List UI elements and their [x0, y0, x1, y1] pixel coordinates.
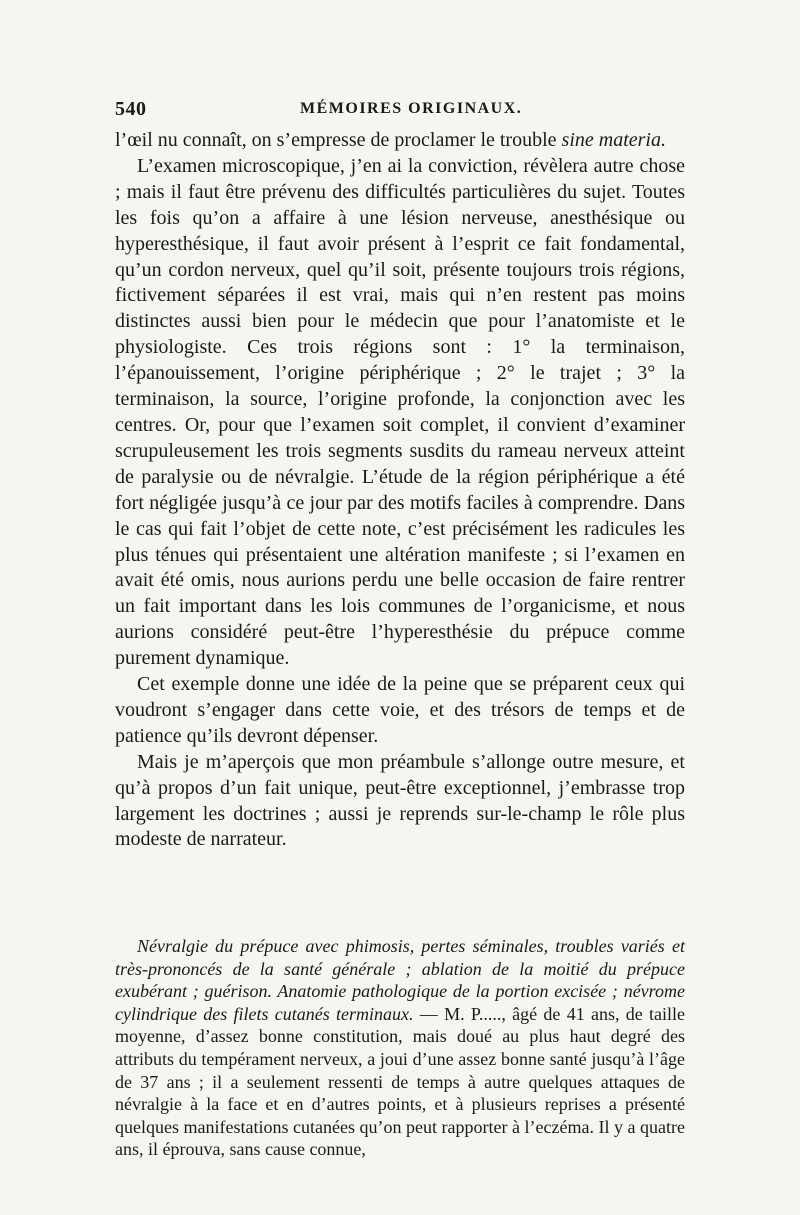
paragraph: Cet exemple donne une idée de la peine que se préparent ceux qui voudront s’engager dans cette voie, et des trésors de temps et de patience qu’ils devront dépenser. — [115, 673, 685, 747]
main-text — [115, 128, 685, 853]
case-title: Névralgie du prépuce avec phimosis, pertes séminales, troubles variés et très-prononcés de la santé générale ; ablation de la moitié du prépuce exubérant ; guérison. Anatomie pathologique de la portion excisée ; névrome cylindrique des filets cutanés terminaux. — [115, 936, 685, 1024]
paragraph: Mais je m’aperçois que mon préambule s’allonge outre mesure, et qu’à propos d’un fait unique, peut-être exceptionnel, j’embrasse trop largement les doctrines ; aussi je reprends sur-le-champ le rôle plus modeste de narrateur. — [115, 750, 685, 851]
running-title: MÉMOIRES ORIGINAUX. — [300, 100, 523, 117]
page-header — [115, 98, 685, 122]
paragraph-text: l’œil nu connaît, on s’empresse de proclamer le trouble — [115, 129, 562, 151]
case-note — [115, 935, 685, 1161]
paragraph-continued — [115, 128, 685, 154]
paragraph: L’examen microscopique, j’en ai la conviction, révèlera autre chose ; mais il faut être prévenu des difficultés particulières du sujet. Toutes les fois qu’on a affaire à une lésion nerveuse, anesthésique ou hyperesthésique, il faut avoir présent à l’esprit ce fait fondamental, qu’un cordon nerveux, quel qu’il soit, présente toujours trois régions, fictivement séparées il est vrai, mais qui n’en restent pas moins distinctes aussi bien pour le médecin que pour l’anatomiste et le physiologiste. Ces trois régions sont : 1° la terminaison, l’épanouissement, l’origine périphérique ; 2° le trajet ; 3° la terminaison, la source, l’origine profonde, la conjonction avec les centres. Or, pour que l’examen soit complet, il convient d’examiner scrupuleusement les trois segments susdits du rameau nerveux atteint de paralysie ou de névralgie. L’étude de la région périphérique a été fort négligée jusqu’à ce jour par des motifs faciles à comprendre. Dans le cas qui fait l’objet de cette note, c’est précisément les radicules les plus ténues qui présentaient une altération manifeste ; si l’examen en avait été omis, nous aurions perdu une belle occasion de faire rentrer un fait important dans les lois communes de l’organicisme, et nous aurions considéré peut-être l’hyperesthésie du prépuce comme purement dynamique. — [115, 154, 685, 670]
latin-phrase: sine materia. — [561, 129, 666, 151]
case-paragraph — [115, 935, 685, 1161]
page-number: 540 — [115, 98, 147, 120]
case-text: — M. P....., âgé de 41 ans, de taille moyenne, d’assez bonne constitution, mais doué au plus haut degré des attributs du tempérament nerveux, a joui d’une assez bonne santé jusqu’à l’âge de 37 ans ; il a seulement ressenti de temps à autre quelques attaques de névralgie à la face et en d’autres points, et à plusieurs reprises a présenté quelques manifestations cutanées qu’on peut rapporter à l’eczéma. Il y a quatre ans, il éprouva, sans cause connue, — [115, 1003, 685, 1160]
